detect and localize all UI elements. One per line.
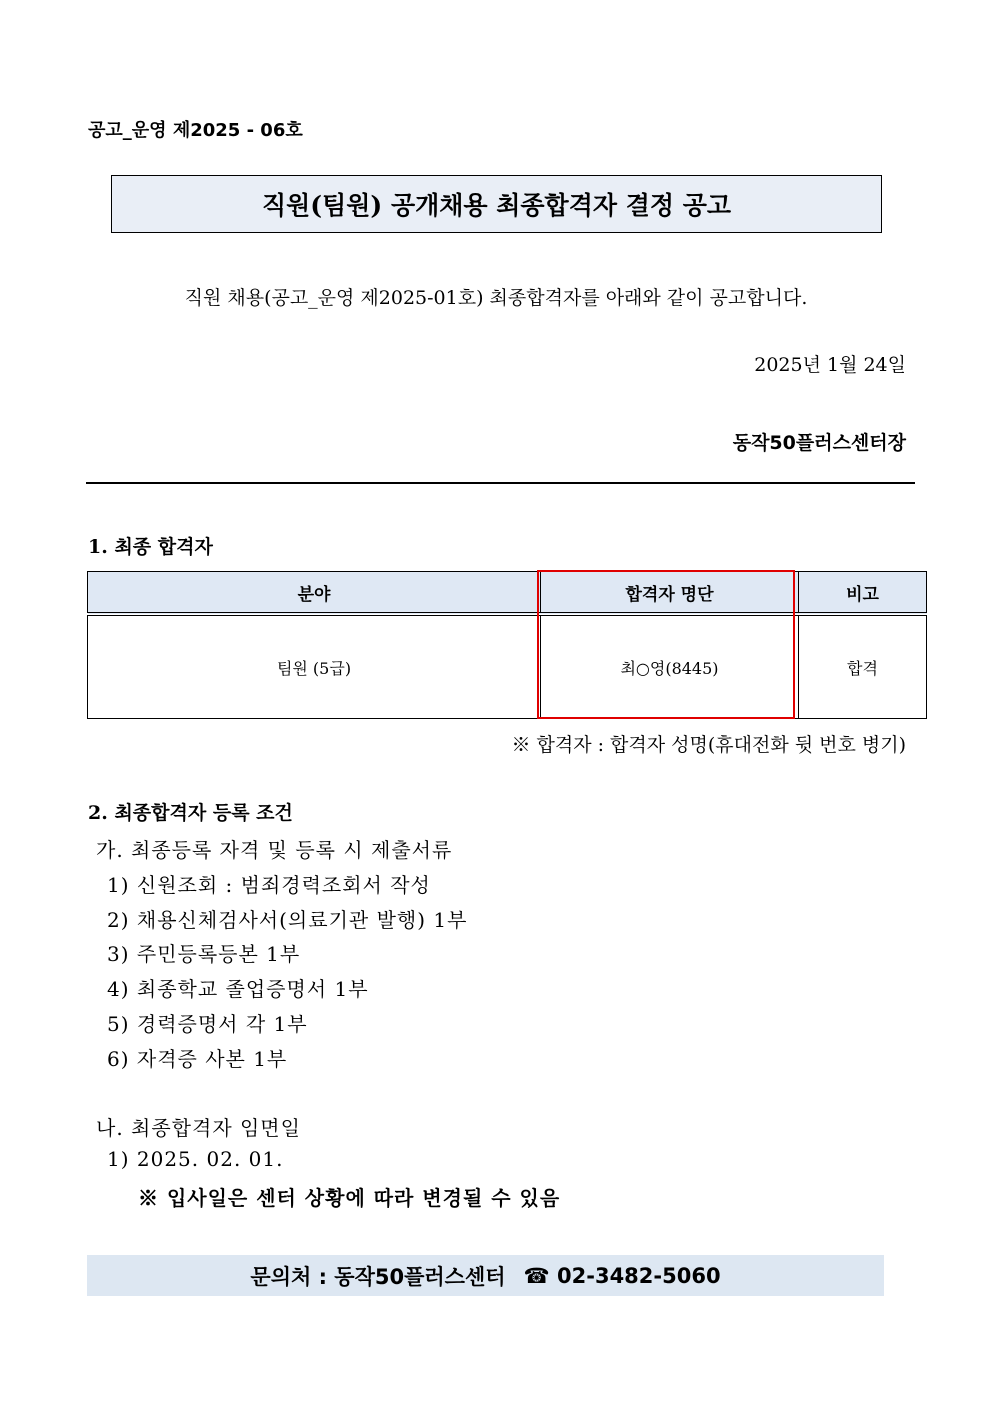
highlight-box [537, 570, 795, 719]
notice-number: 공고_운영 제2025 - 06호 [88, 120, 303, 141]
section2-heading: 2. 최종합격자 등록 조건 [88, 802, 293, 824]
page-title: 직원(팀원) 공개채용 최종합격자 결정 공고 [111, 175, 882, 233]
section1-heading: 1. 최종 합격자 [88, 536, 213, 558]
contact-label: 문의처 : 동작50플러스센터 [250, 1264, 506, 1289]
intro-text: 직원 채용(공고_운영 제2025-01호) 최종합격자를 아래와 같이 공고합니다. [184, 287, 808, 309]
list-item: 1) 신원조회 : 범죄경력조회서 작성 [107, 873, 431, 897]
column-header: 합격자 명단 [541, 572, 799, 615]
table-header-row [88, 572, 927, 615]
phone-number: 02-3482-5060 [557, 1263, 721, 1288]
cell-field: 팀원 (5급) [88, 614, 541, 719]
column-header: 비고 [799, 572, 927, 615]
contact-footer [87, 1255, 884, 1296]
notice-date: 2025년 1월 24일 [754, 354, 906, 376]
list-item: 1) 2025. 02. 01. [107, 1147, 284, 1171]
subsection-b-heading: 나. 최종합격자 임면일 [96, 1116, 301, 1140]
list-item: 4) 최종학교 졸업증명서 1부 [107, 977, 369, 1001]
table-row [88, 614, 927, 719]
issuer: 동작50플러스센터장 [732, 432, 906, 454]
cell-name: 최○영(8445) [541, 614, 799, 719]
result-table [87, 571, 927, 719]
column-header: 분야 [88, 572, 541, 615]
cell-remark: 합격 [799, 614, 927, 719]
divider [86, 482, 915, 484]
subsection-a-heading: 가. 최종등록 자격 및 등록 시 제출서류 [96, 838, 453, 862]
list-item: 3) 주민등록등본 1부 [107, 942, 301, 966]
start-date-note: ※ 입사일은 센터 상황에 따라 변경될 수 있음 [138, 1186, 561, 1210]
list-item: 5) 경력증명서 각 1부 [107, 1012, 308, 1036]
table-note: ※ 합격자 : 합격자 성명(휴대전화 뒷 번호 병기) [511, 734, 906, 756]
list-item: 2) 채용신체검사서(의료기관 발행) 1부 [107, 908, 468, 932]
phone-icon: ☎ [523, 1263, 550, 1288]
list-item: 6) 자격증 사본 1부 [107, 1047, 288, 1071]
